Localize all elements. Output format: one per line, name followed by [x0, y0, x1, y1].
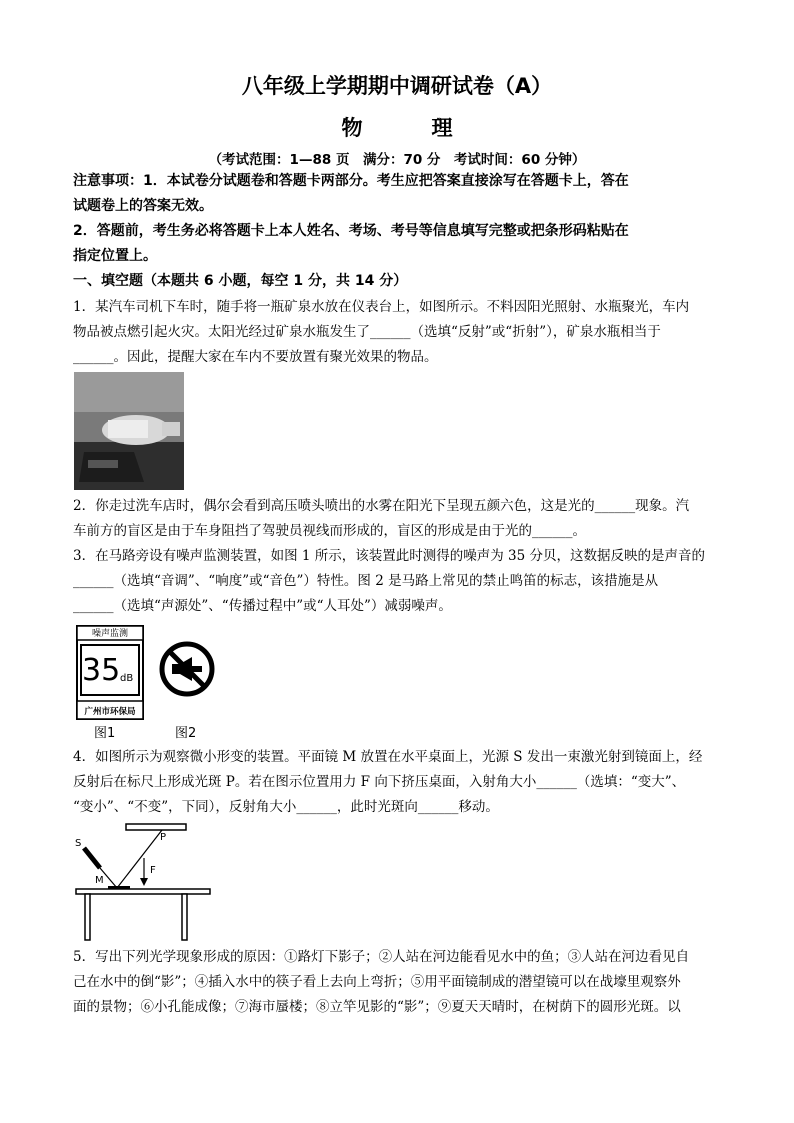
q5-line-2: 己在水中的倒“影”；④插入水中的筷子看上去向上弯折；⑤用平面镜制成的潜望镜可以在战壕里观察外 — [73, 974, 681, 990]
notice-line-4: 指定位置上。 — [73, 248, 157, 264]
q1-line-2: 物品被点燃引起火灾。太阳光经过矿泉水瓶发生了______（选填“反射”或“折射”），矿泉水瓶相当于 — [73, 324, 661, 340]
noise-unit: dB — [120, 673, 134, 684]
q3-line-2: ______（选填“音调”、“响度”或“音色”）特性。图 2 是马路上常见的禁止鸣笛的标志，该措施是从 — [73, 573, 659, 589]
q3-line-1: 3．在马路旁设有噪声监测装置，如图 1 所示，该装置此时测得的噪声为 35 分贝，这数据反映的是声音的 — [73, 548, 706, 564]
notice-line-1: 注意事项：1．本试卷分试题卷和答题卡两部分。考生应把答案直接涂写在答题卡上，答在 — [73, 173, 629, 189]
label-p: P — [160, 832, 167, 843]
figure-1-caption: 图1 — [94, 726, 116, 741]
subject-title: 物 理 — [341, 116, 477, 140]
q5-line-1: 5．写出下列光学现象形成的原因：①路灯下影子；②人站在河边能看见水中的鱼；③人站在河边看见自 — [73, 949, 690, 965]
mirror-deformation-figure — [70, 818, 220, 943]
q5-line-3: 面的景物；⑥小孔能成像；⑦海市蜃楼；⑧立竿见影的“影”；⑨夏天天晴时，在树荫下的圆形光斑。以 — [73, 999, 681, 1015]
section-heading: 一、填空题（本题共 6 小题，每空 1 分，共 14 分） — [73, 273, 408, 289]
noise-bottom-label: 广州市环保局 — [84, 707, 136, 717]
notice-line-3: 2．答题前，考生务必将答题卡上本人姓名、考场、考号等信息填写完整或把条形码粘贴在 — [73, 223, 629, 239]
bottle-photo — [74, 372, 184, 490]
q4-line-1: 4．如图所示为观察微小形变的装置。平面镜 M 放置在水平桌面上，光源 S 发出一束激光射到镜面上，经 — [73, 749, 703, 765]
exam-info: （考试范围：1—88 页 满分：70 分 考试时间：60 分钟） — [208, 152, 586, 168]
noise-top-label: 噪声监测 — [91, 629, 128, 639]
label-m: M — [95, 875, 104, 886]
noise-monitor-figure — [76, 625, 144, 720]
noise-reading: 35 — [82, 653, 121, 688]
q1-line-3: ______。因此，提醒大家在车内不要放置有聚光效果的物品。 — [73, 349, 438, 365]
exam-title: 八年级上学期期中调研试卷（A） — [241, 74, 553, 98]
q3-line-3: ______（选填“声源处”、“传播过程中”或“人耳处”）减弱噪声。 — [73, 598, 452, 614]
figure-2-caption: 图2 — [175, 726, 197, 741]
no-honking-icon — [158, 640, 216, 698]
q4-line-2: 反射后在标尺上形成光斑 P。若在图示位置用力 F 向下挤压桌面，入射角大小______（选填：“变大”、 — [73, 774, 686, 790]
q2-line-2: 车前方的盲区是由于车身阻挡了驾驶员视线而形成的，盲区的形成是由于光的______。 — [73, 523, 586, 539]
label-f: F — [150, 865, 156, 876]
q1-line-1: 1．某汽车司机下车时，随手将一瓶矿泉水放在仪表台上，如图所示。不料因阳光照射、水瓶聚光，车内 — [73, 299, 690, 315]
label-s: S — [75, 838, 82, 849]
q2-line-1: 2．你走过洗车店时，偶尔会看到高压喷头喷出的水雾在阳光下呈现五颜六色，这是光的______现象。汽 — [73, 498, 690, 514]
notice-line-2: 试题卷上的答案无效。 — [73, 198, 213, 214]
q4-line-3: “变小”、“不变”，下同），反射角大小______，此时光斑向______移动。 — [73, 799, 499, 815]
